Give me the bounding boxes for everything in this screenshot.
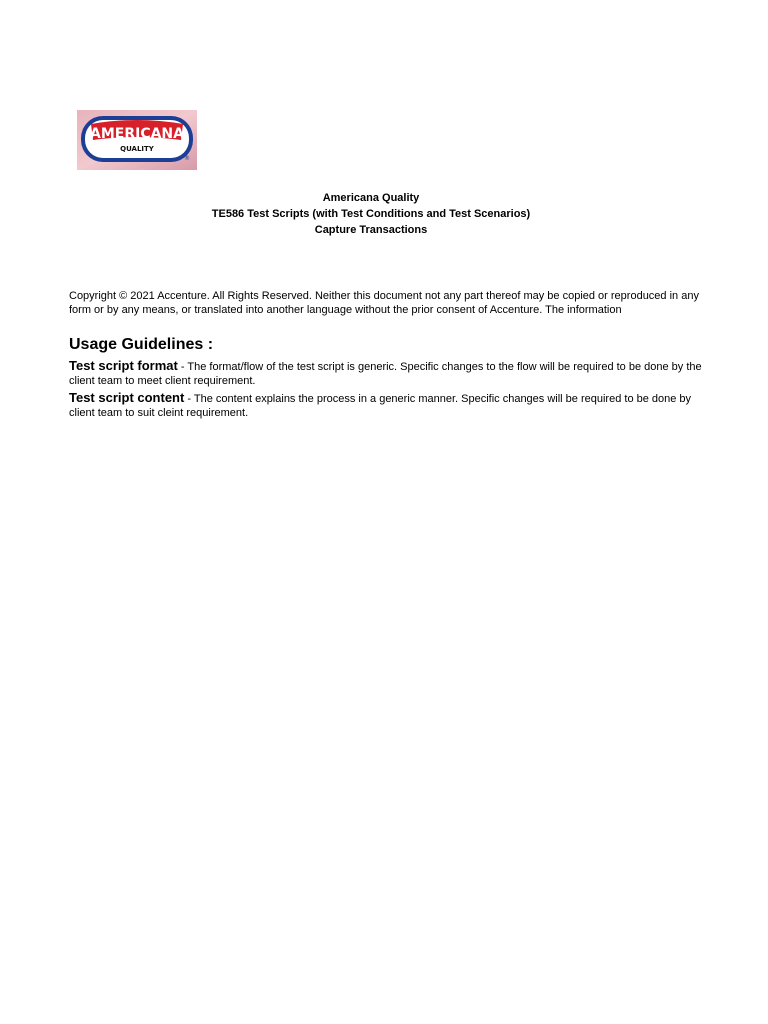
americana-logo <box>77 110 197 170</box>
guideline-separator: - <box>184 393 194 405</box>
guideline-term: Test script content <box>69 390 185 405</box>
title-subject: Capture Transactions <box>314 224 428 236</box>
copyright-notice: Copyright © 2021 Accenture. All Rights Reserved. Neither this document not any part thereof may be copied or reproduced in any form or by any means, or translated into another language without the prior consent of Accenture. The information <box>69 290 699 316</box>
guideline-format <box>69 359 709 388</box>
registered-mark: ® <box>184 155 190 162</box>
title-document: TE586 Test Scripts (with Test Conditions and Test Scenarios) <box>211 208 531 220</box>
usage-guidelines-heading: Usage Guidelines : <box>69 336 214 353</box>
guideline-separator: - <box>177 361 188 373</box>
logo-wordmark: AMERICANA <box>90 126 184 142</box>
guideline-text: The format/flow of the test script is generic. Specific changes to the flow will be required to be done by the client team to meet client requirement. <box>69 361 702 387</box>
title-company: Americana Quality <box>322 192 420 204</box>
logo-tagline: QUALITY <box>120 145 154 153</box>
document-title <box>0 190 742 238</box>
guideline-text: The content explains the process in a generic manner. Specific changes will be required to be done by client team to suit cleint requirement. <box>69 393 692 419</box>
guideline-content <box>69 391 709 420</box>
guideline-term: Test script format <box>69 358 178 373</box>
